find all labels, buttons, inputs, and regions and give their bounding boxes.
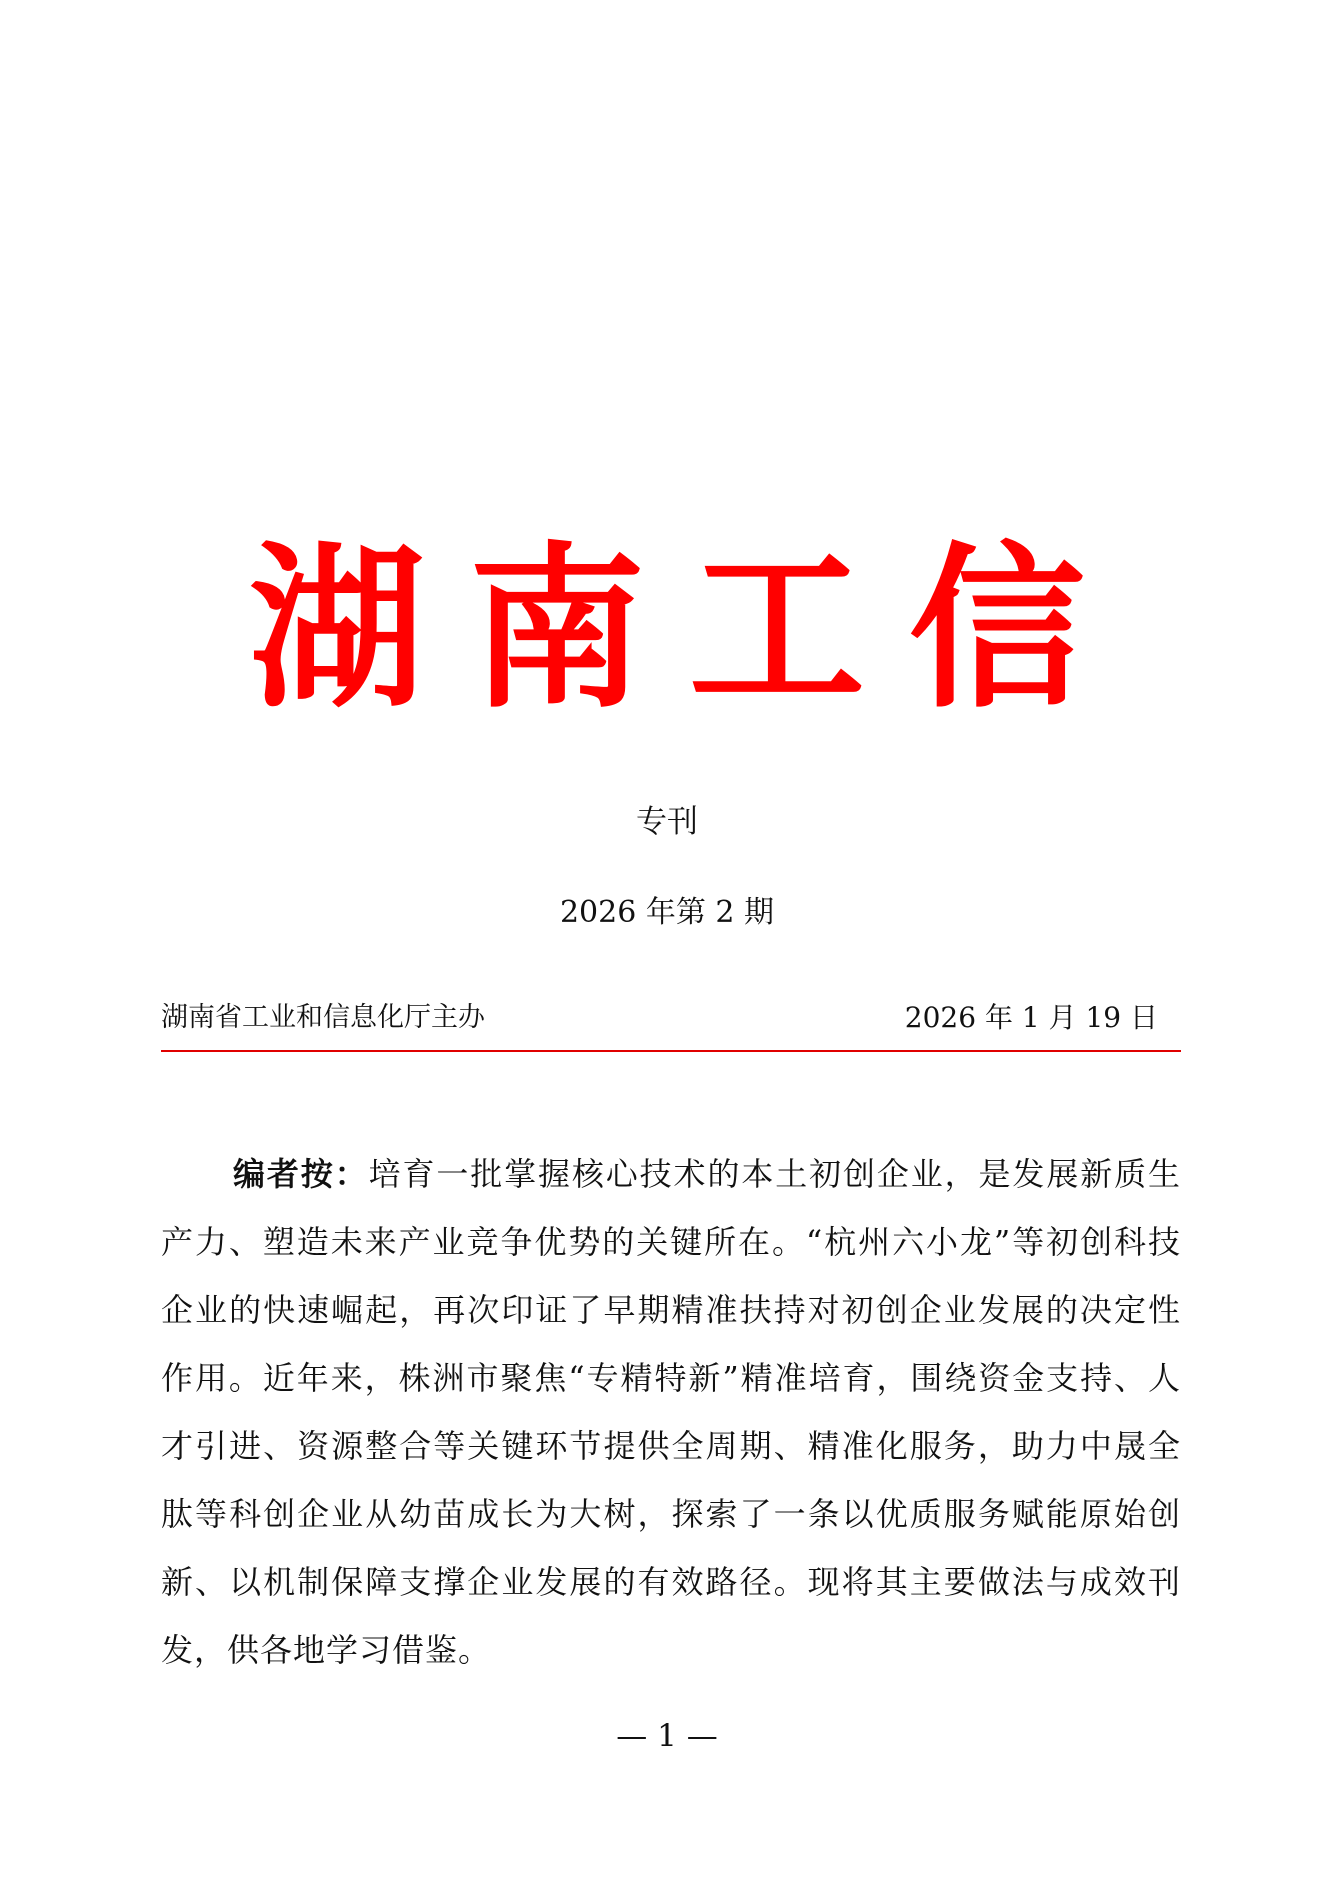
publish-date: 2026 年 1 月 19 日 [904,1001,1158,1034]
sponsor-line: 湖南省工业和信息化厅主办 [161,1002,485,1033]
header-divider [161,1050,1181,1052]
issue-number: 2026 年第 2 期 [559,895,775,930]
editor-note-text: 培育一批掌握核心技术的本土初创企业，是发展新质生产力、塑造未来产业竞争优势的关键所在。“杭州六小龙”等初创科技企业的快速崛起，再次印证了早期精准扶持对初创企业发展的决定性作用。近年来，株洲市聚焦“专精特新”精准培育，围绕资金支持、人才引进、资源整合等关键环节提供全周期、精准化服务，助力中晟全肽等科创企业从幼苗成长为大树，探索了一条以优质服务赋能原始创新、以机制保障支撑企业发展的有效路径。现将其主要做法与成效刊发，供各地学习借鉴。 [161,1155,1181,1669]
editor-note-label: 编者按： [233,1155,369,1193]
editor-note [161,1140,1181,1684]
issue-type: 专刊 [636,804,698,840]
page-number: — 1 — [616,1718,718,1754]
masthead-title: 湖南工信 [248,527,1129,732]
